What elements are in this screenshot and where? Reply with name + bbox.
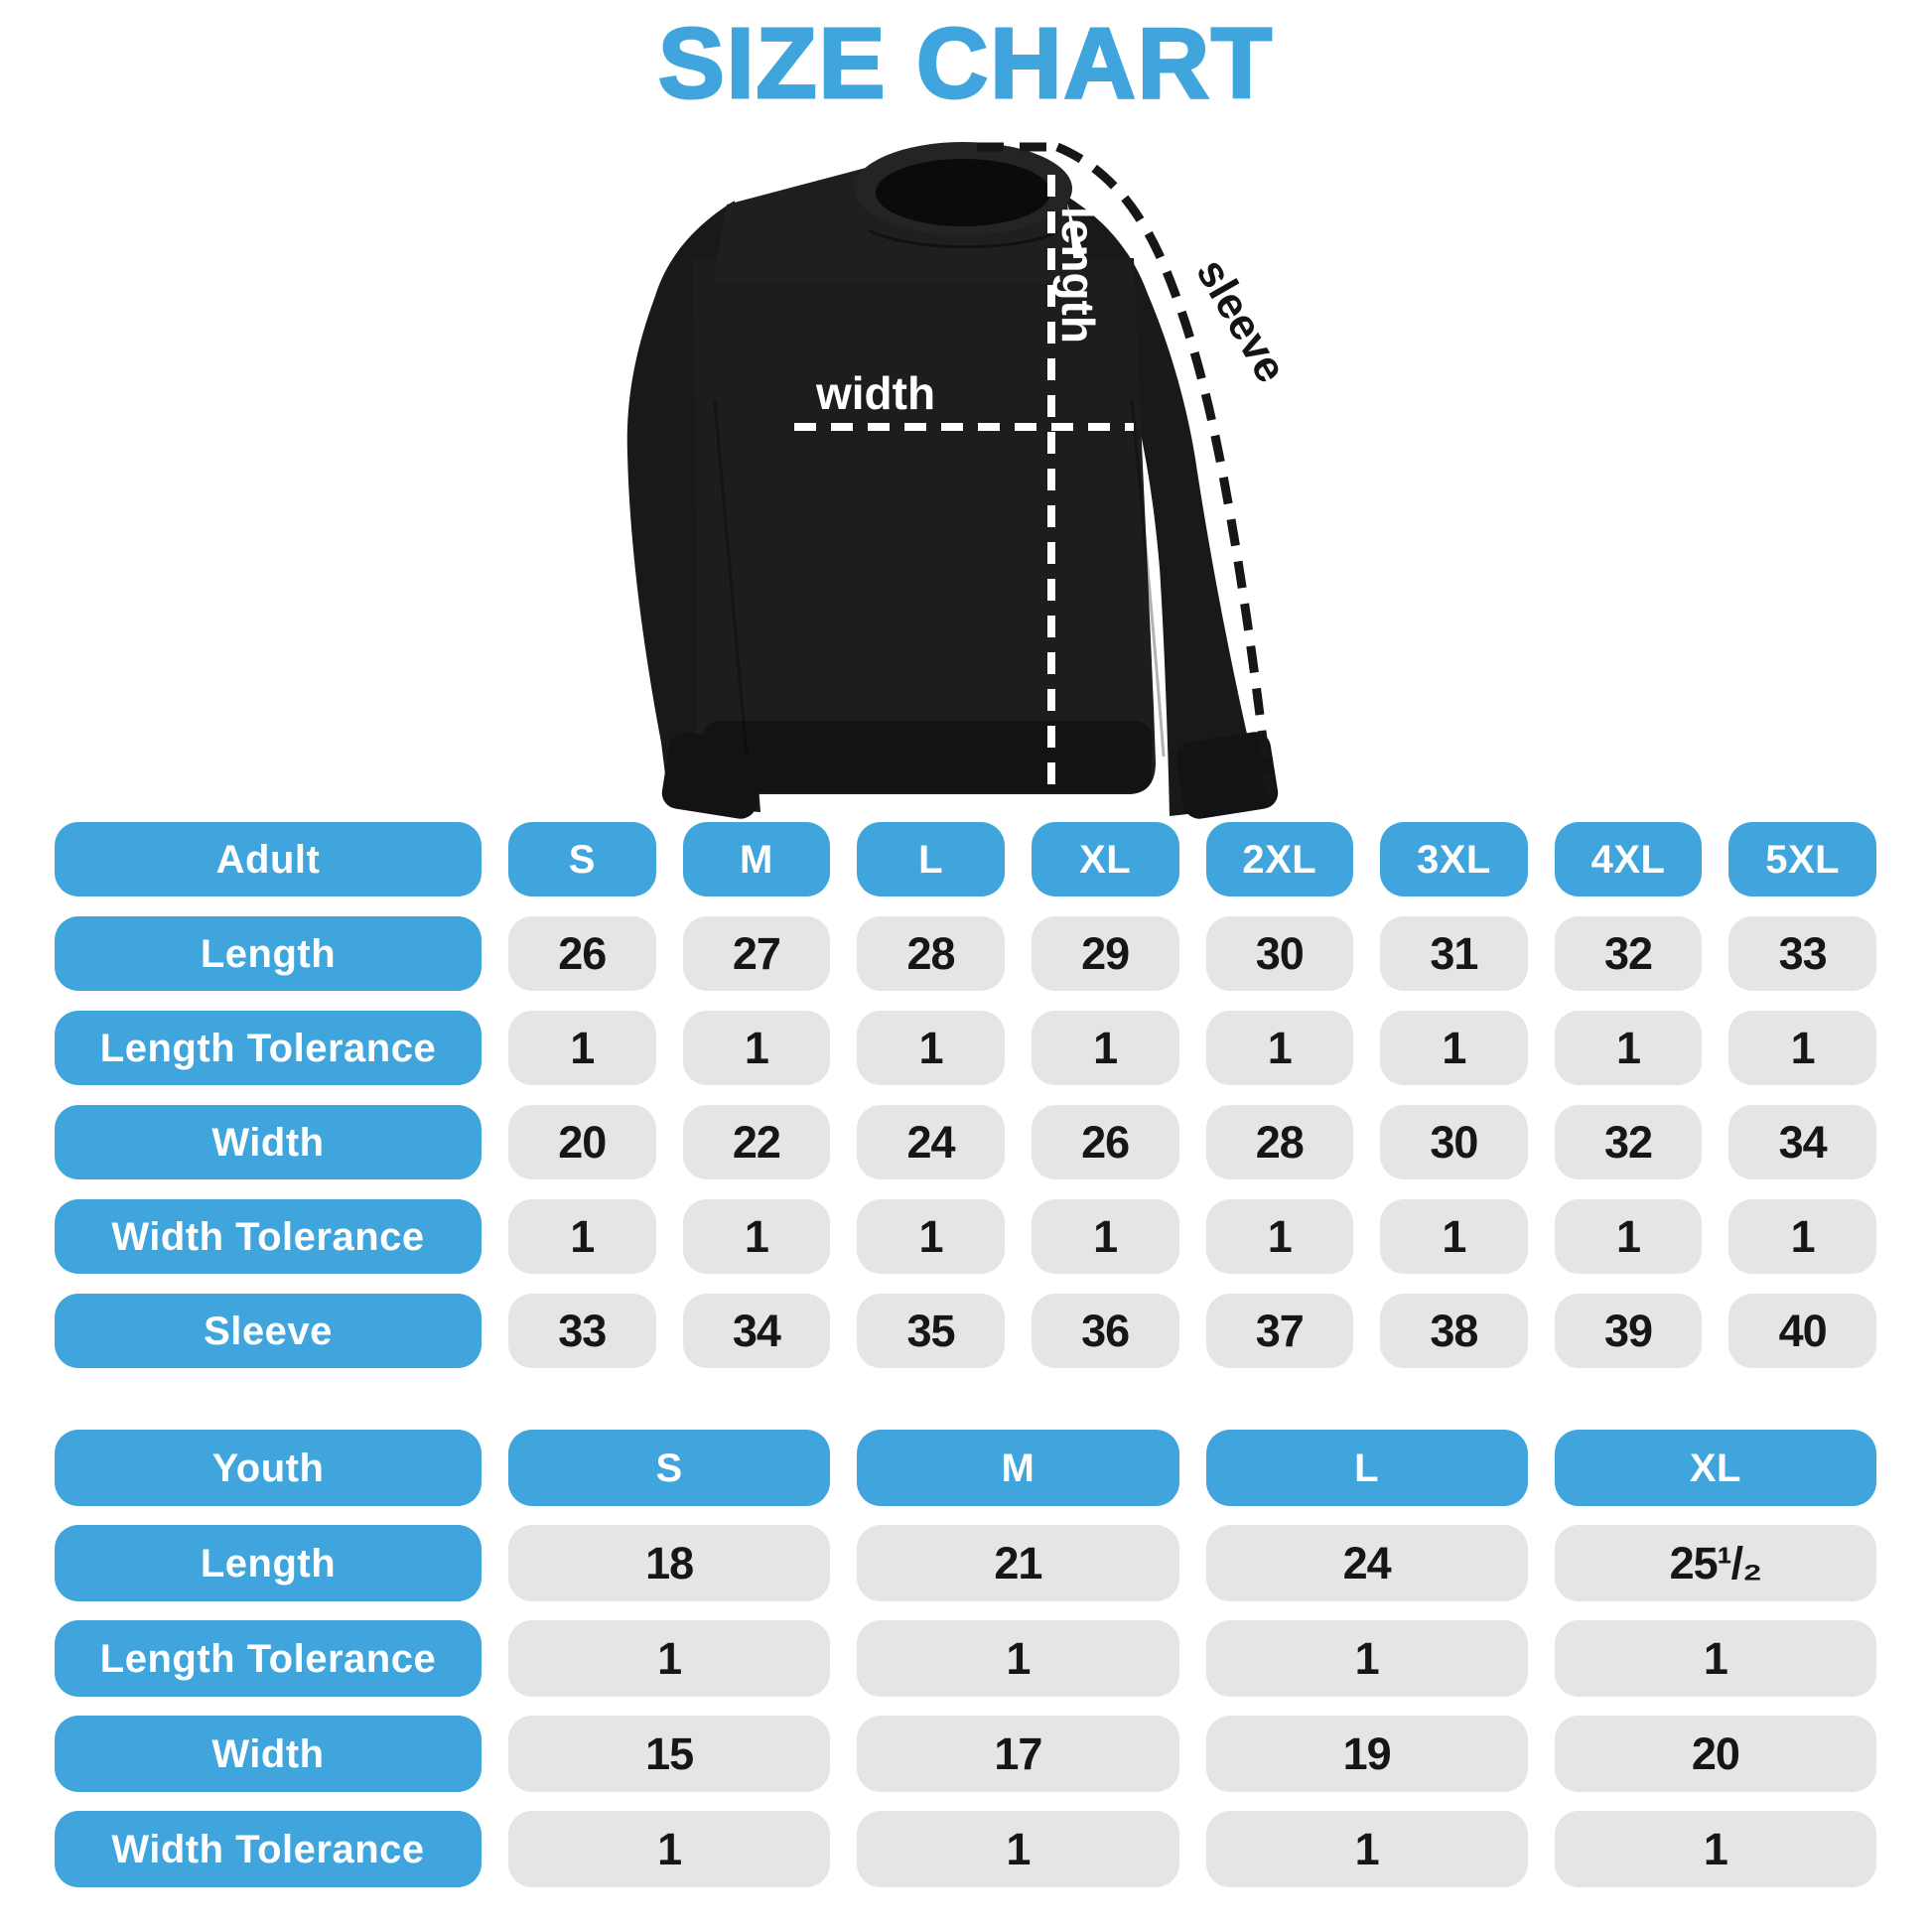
adult-length-tolerance-value-4xl: 1	[1555, 1011, 1703, 1085]
adult-length-value-xl: 29	[1032, 916, 1179, 991]
youth-length-value-l: 24	[1206, 1525, 1528, 1601]
adult-width-value-4xl: 32	[1555, 1105, 1703, 1179]
youth-length-value-s: 18	[508, 1525, 830, 1601]
adult-length-value-2xl: 30	[1206, 916, 1354, 991]
adult-length-value-l: 28	[857, 916, 1005, 991]
adult-sleeve-value-3xl: 38	[1380, 1294, 1528, 1368]
adult-width-value-5xl: 34	[1728, 1105, 1876, 1179]
adult-length-tolerance-value-l: 1	[857, 1011, 1005, 1085]
adult-width-tolerance-value-5xl: 1	[1728, 1199, 1876, 1274]
youth-length-value-m: 21	[857, 1525, 1178, 1601]
adult-sleeve-value-xl: 36	[1032, 1294, 1179, 1368]
adult-length-tolerance-value-m: 1	[683, 1011, 831, 1085]
adult-row-label-length: Length	[55, 916, 482, 991]
youth-column-header-l: L	[1206, 1430, 1528, 1506]
adult-length-tolerance-value-2xl: 1	[1206, 1011, 1354, 1085]
adult-width-tolerance-value-l: 1	[857, 1199, 1005, 1274]
adult-column-header-2xl: 2XL	[1206, 822, 1354, 897]
youth-table-title-pill: Youth	[55, 1430, 482, 1506]
collar-opening	[876, 159, 1050, 226]
youth-row-label-length-tolerance: Length Tolerance	[55, 1620, 482, 1697]
length-label: length	[1052, 207, 1104, 344]
sleeve-label: sleeve	[1186, 250, 1297, 391]
adult-column-header-5xl: 5XL	[1728, 822, 1876, 897]
adult-column-header-m: M	[683, 822, 831, 897]
youth-width-value-m: 17	[857, 1716, 1178, 1792]
youth-length-value-xl: 25¹/₂	[1555, 1525, 1876, 1601]
adult-column-header-xl: XL	[1032, 822, 1179, 897]
adult-sleeve-value-s: 33	[508, 1294, 656, 1368]
youth-length-tolerance-value-m: 1	[857, 1620, 1178, 1697]
sweatshirt-silhouette	[627, 142, 1281, 821]
adult-length-tolerance-value-xl: 1	[1032, 1011, 1179, 1085]
adult-column-header-l: L	[857, 822, 1005, 897]
adult-width-value-2xl: 28	[1206, 1105, 1354, 1179]
youth-width-tolerance-value-s: 1	[508, 1811, 830, 1887]
sweatshirt-illustration	[516, 111, 1330, 826]
youth-width-value-l: 19	[1206, 1716, 1528, 1792]
adult-width-value-3xl: 30	[1380, 1105, 1528, 1179]
adult-width-value-s: 20	[508, 1105, 656, 1179]
adult-length-tolerance-value-5xl: 1	[1728, 1011, 1876, 1085]
adult-sleeve-value-2xl: 37	[1206, 1294, 1354, 1368]
adult-length-value-4xl: 32	[1555, 916, 1703, 991]
adult-column-header-s: S	[508, 822, 656, 897]
adult-width-tolerance-value-3xl: 1	[1380, 1199, 1528, 1274]
adult-row-label-length-tolerance: Length Tolerance	[55, 1011, 482, 1085]
youth-width-tolerance-value-m: 1	[857, 1811, 1178, 1887]
adult-width-tolerance-value-m: 1	[683, 1199, 831, 1274]
adult-column-header-3xl: 3XL	[1380, 822, 1528, 897]
youth-width-tolerance-value-l: 1	[1206, 1811, 1528, 1887]
adult-length-tolerance-value-3xl: 1	[1380, 1011, 1528, 1085]
youth-length-tolerance-value-xl: 1	[1555, 1620, 1876, 1697]
width-label: width	[816, 367, 936, 419]
adult-width-value-l: 24	[857, 1105, 1005, 1179]
youth-length-tolerance-value-l: 1	[1206, 1620, 1528, 1697]
adult-sleeve-value-4xl: 39	[1555, 1294, 1703, 1368]
adult-width-tolerance-value-4xl: 1	[1555, 1199, 1703, 1274]
adult-row-label-width: Width	[55, 1105, 482, 1179]
adult-length-tolerance-value-s: 1	[508, 1011, 656, 1085]
adult-row-label-sleeve: Sleeve	[55, 1294, 482, 1368]
youth-width-value-xl: 20	[1555, 1716, 1876, 1792]
youth-length-tolerance-value-s: 1	[508, 1620, 830, 1697]
sweatshirt-measurement-diagram	[516, 111, 1330, 826]
page-title: SIZE CHART	[658, 8, 1274, 119]
adult-length-value-5xl: 33	[1728, 916, 1876, 991]
youth-column-header-s: S	[508, 1430, 830, 1506]
youth-size-table	[55, 1430, 1876, 1887]
adult-column-header-4xl: 4XL	[1555, 822, 1703, 897]
adult-table-title-pill: Adult	[55, 822, 482, 897]
adult-sleeve-value-l: 35	[857, 1294, 1005, 1368]
adult-row-label-width-tolerance: Width Tolerance	[55, 1199, 482, 1274]
adult-width-value-xl: 26	[1032, 1105, 1179, 1179]
youth-row-label-length: Length	[55, 1525, 482, 1601]
youth-row-label-width-tolerance: Width Tolerance	[55, 1811, 482, 1887]
adult-sleeve-value-5xl: 40	[1728, 1294, 1876, 1368]
adult-size-table	[55, 822, 1876, 1368]
adult-length-value-3xl: 31	[1380, 916, 1528, 991]
adult-width-value-m: 22	[683, 1105, 831, 1179]
adult-width-tolerance-value-2xl: 1	[1206, 1199, 1354, 1274]
youth-column-header-m: M	[857, 1430, 1178, 1506]
youth-row-label-width: Width	[55, 1716, 482, 1792]
left-cuff	[659, 730, 765, 821]
youth-width-tolerance-value-xl: 1	[1555, 1811, 1876, 1887]
youth-width-value-s: 15	[508, 1716, 830, 1792]
adult-length-value-s: 26	[508, 916, 656, 991]
adult-length-value-m: 27	[683, 916, 831, 991]
adult-sleeve-value-m: 34	[683, 1294, 831, 1368]
youth-column-header-xl: XL	[1555, 1430, 1876, 1506]
adult-width-tolerance-value-xl: 1	[1032, 1199, 1179, 1274]
adult-width-tolerance-value-s: 1	[508, 1199, 656, 1274]
hem-band	[703, 721, 1152, 792]
